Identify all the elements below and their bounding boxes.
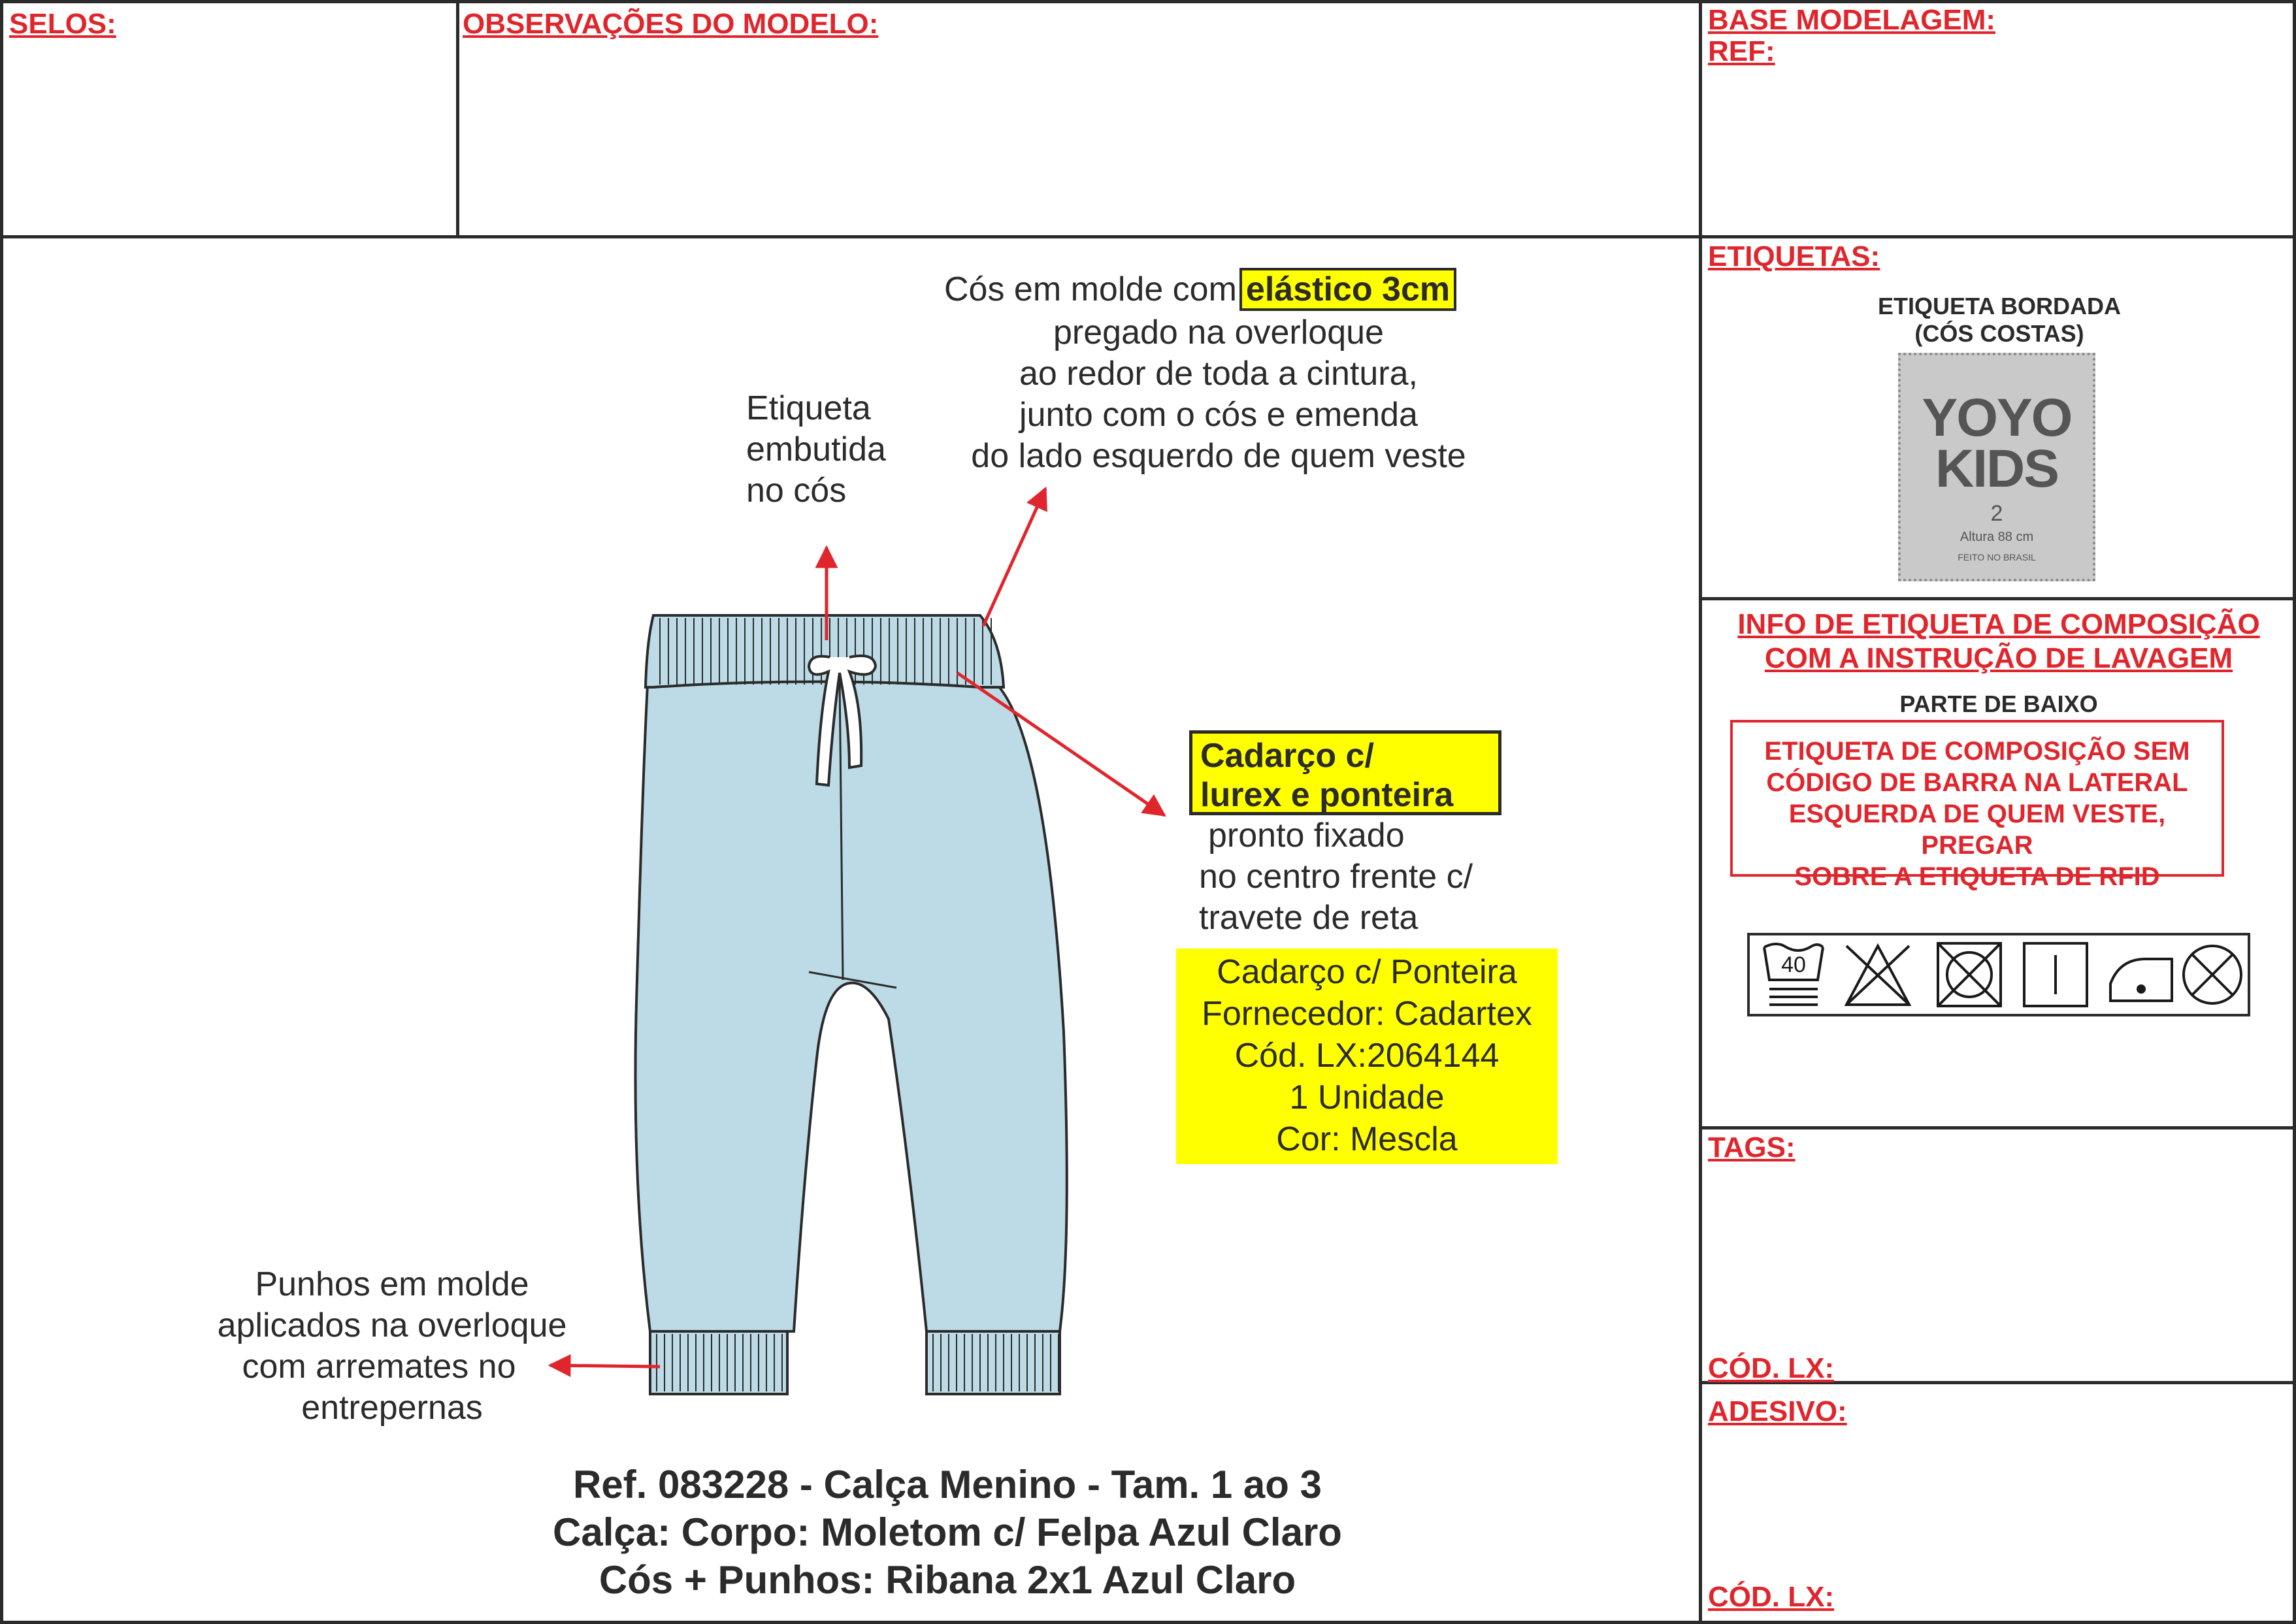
supplier-line3: Cód. LX:2064144 [1234,1037,1500,1075]
elastico-highlight: elástico 3cm [1239,268,1456,311]
etiqueta-line1: Etiqueta [746,389,871,427]
product-line2: Calça: Corpo: Moletom c/ Felpa Azul Claro [553,1510,1342,1554]
iron-low-icon [2110,959,2172,1001]
composicao-line4: SOBRE A ETIQUETA DE RFID [1794,862,2160,891]
cos-annotation-line4: junto com o cós e emenda [1019,396,1418,434]
etiqueta-bordada-line2: (CÓS COSTAS) [1914,320,2084,347]
base-modelagem-label: BASE MODELAGEM: [1708,4,1995,36]
supplier-box [1176,949,1558,1164]
supplier-line2: Fornecedor: Cadartex [1202,995,1532,1033]
cos-annotation-line1 [944,269,1456,310]
care-symbols [1747,933,2250,1016]
label-origin: FEITO NO BRASIL [1958,552,2036,562]
cos-annotation-block [941,312,1496,477]
label-size: 2 [1990,501,2003,526]
punhos-line2: aplicados na overloque [217,1307,567,1344]
cadarco-line5: travete de reta [1199,899,1419,937]
product-line1: Ref. 083228 - Calça Menino - Tam. 1 ao 3 [573,1463,1322,1506]
etiqueta-bordada-line1: ETIQUETA BORDADA [1878,293,2121,319]
composicao-line1: ETIQUETA DE COMPOSIÇÃO SEM [1764,737,2190,766]
supplier-line5: Cor: Mescla [1276,1120,1458,1158]
etiquetas-label: ETIQUETAS: [1708,240,1880,272]
info-title-line1: INFO DE ETIQUETA DE COMPOSIÇÃO [1737,608,2260,640]
punhos-line3: com arremates no [242,1348,516,1386]
svg-text:40: 40 [1781,952,1806,977]
composicao-line3: ESQUERDA DE QUEM VESTE, PREGAR [1788,800,2166,860]
adesivo-label: ADESIVO: [1708,1395,1847,1427]
cadarco-line4: no centro frente c/ [1199,858,1473,896]
cod-lx-label-2: CÓD. LX: [1708,1581,1835,1613]
cadarco-line1: Cadarço c/ [1200,737,1374,775]
cos-annotation-line3: ao redor de toda a cintura, [1019,355,1418,393]
product-line3: Cós + Punhos: Ribana 2x1 Azul Claro [599,1558,1296,1602]
no-dry-clean-icon [2184,946,2241,1003]
etiqueta-line3: no cós [746,472,847,510]
cod-lx-label-1: CÓD. LX: [1708,1352,1835,1384]
wash-40-icon [1764,944,1823,1005]
label-height: Altura 88 cm [1960,530,2034,544]
cadarco-line2: lurex e ponteira [1200,776,1454,814]
no-bleach-icon [1846,946,1909,1005]
cos-annotation-line5: do lado esquerdo de quem veste [971,437,1466,475]
etiqueta-bordada-caption [1790,293,2208,348]
info-title [1701,608,2296,675]
product-description [392,1461,1503,1604]
cadarco-annotation [1199,815,1473,939]
supplier-line4: 1 Unidade [1289,1079,1445,1116]
etiqueta-annotation [746,388,886,512]
punhos-line1: Punhos em molde [255,1265,529,1303]
cos-annotation-line2: pregado na overloque [1053,314,1384,351]
right-cuff [927,1331,1060,1394]
info-title-line2: COM A INSTRUÇÃO DE LAVAGEM [1764,642,2233,674]
brand-line1: YOYO [1922,388,2072,447]
punhos-annotation [196,1264,588,1429]
supplier-line1: Cadarço c/ Ponteira [1217,953,1517,991]
ref-label: REF: [1708,35,1775,67]
cadarco-line3: pronto fixado [1208,817,1405,854]
punhos-line4: entrepernas [301,1389,483,1427]
observacoes-label: OBSERVAÇÕES DO MODELO: [463,8,879,40]
composicao-line2: CÓDIGO DE BARRA NA LATERAL [1766,768,2188,797]
no-tumble-dry-icon [1938,943,2001,1006]
waistband [646,615,1004,687]
line-dry-icon [2024,943,2087,1006]
parte-de-baixo: PARTE DE BAIXO [1899,690,2098,717]
brand-line2: KIDS [1935,439,2058,498]
selos-label: SELOS: [9,8,116,40]
tags-label: TAGS: [1708,1131,1796,1163]
cadarco-highlight-box [1189,730,1501,815]
etiqueta-line2: embutida [746,430,886,468]
composicao-box [1730,720,2224,891]
brand-label-image [1898,353,2095,581]
cos-annotation-prefix: Cós em molde com [944,270,1237,308]
